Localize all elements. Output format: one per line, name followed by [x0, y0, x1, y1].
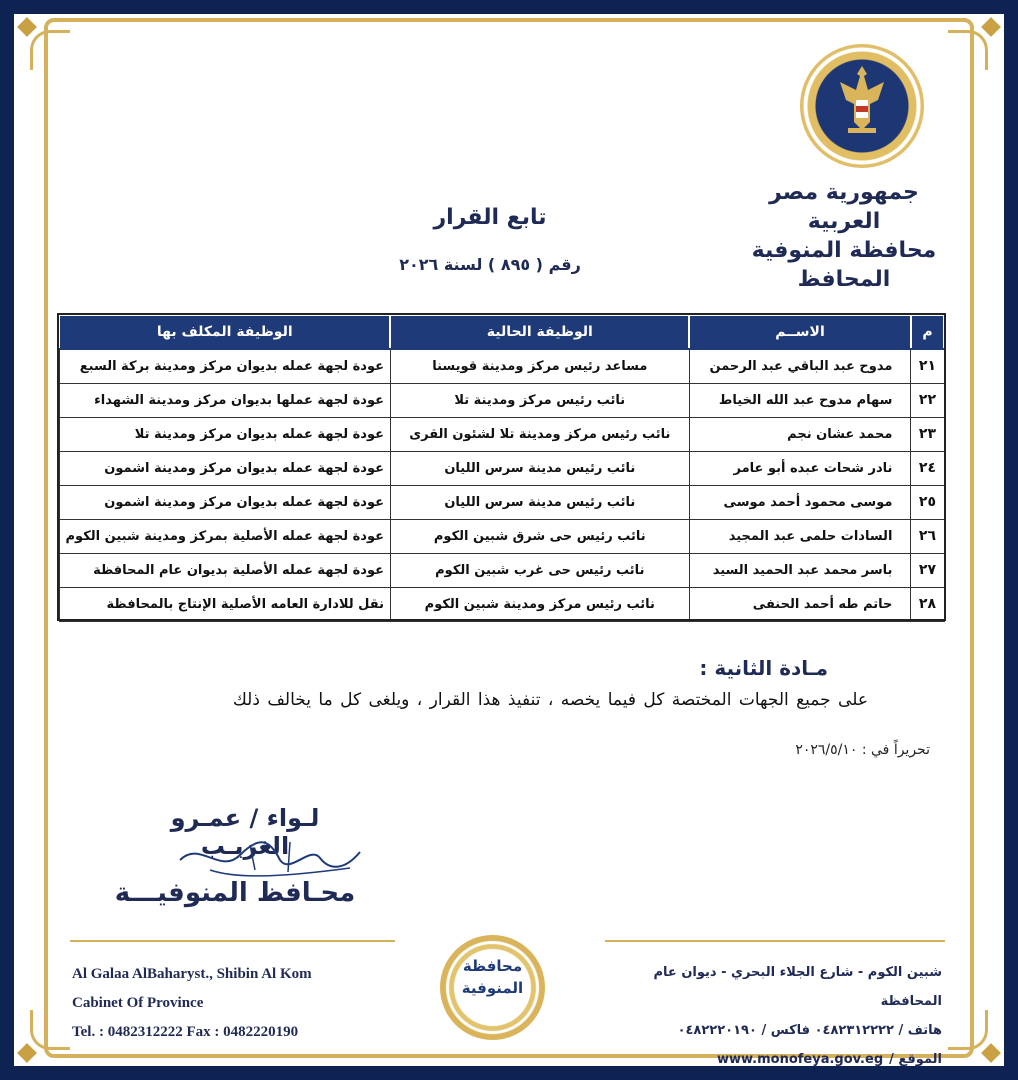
- row-assigned-job: عودة لجهة عمله بديوان مركز ومدينة بركة السبع: [59, 349, 390, 383]
- row-name: سهام مدوح عبد الله الخياط: [689, 383, 911, 417]
- row-current-job: نائب رئيس مركز ومدينة شبين الكوم: [390, 587, 689, 621]
- footer-cabinet-en: Cabinet Of Province: [72, 995, 204, 1011]
- footer-seal-line: المنوفية: [461, 979, 524, 997]
- signatory-name: لـواء / عمـرو الغريـب: [170, 804, 320, 860]
- footer-phone-en: Tel. : 0482312222 Fax : 0482220190: [72, 1024, 299, 1040]
- row-current-job: نائب رئيس حى شرق شبين الكوم: [390, 519, 689, 553]
- row-name: السادات حلمى عبد المجيد: [689, 519, 911, 553]
- signatory-office: محـافظ المنوفيـــة: [114, 878, 356, 908]
- assignments-table: [58, 314, 945, 622]
- footer-address-en: Al Galaa AlBaharyst., Shibin Al Kom: [72, 966, 312, 982]
- government-header: [734, 178, 954, 294]
- footer-address-ar: شبين الكوم - شارع الجلاء البحري - ديوان عام المحافظة: [653, 965, 942, 1009]
- row-current-job: مساعد رئيس مركز ومدينة قويسنا: [390, 349, 689, 383]
- row-current-job: نائب رئيس مركز ومدينة تلا: [390, 383, 689, 417]
- row-current-job: نائب رئيس مدينة سرس الليان: [390, 485, 689, 519]
- row-number: ٢١: [911, 349, 944, 383]
- table-row: [59, 451, 944, 485]
- table-row: [59, 485, 944, 519]
- row-name: محمد عشان نجم: [689, 417, 911, 451]
- row-number: ٢٤: [911, 451, 944, 485]
- document-title: تابع القرار: [433, 205, 547, 230]
- col-header-assigned-job: الوظيفة المكلف بها: [59, 315, 390, 349]
- row-name: نادر شحات عبده أبو عامر: [689, 451, 911, 485]
- table-row: [59, 553, 944, 587]
- footer-english-contact: [72, 960, 392, 1047]
- row-current-job: نائب رئيس مركز ومدينة تلا لشئون القرى: [390, 417, 689, 451]
- footer-seal-text: [440, 955, 545, 999]
- footer-divider: [70, 940, 395, 942]
- row-number: ٢٥: [911, 485, 944, 519]
- row-assigned-job: عودة لجهة عمله الأصلية بمركز ومدينة شبين الكوم: [59, 519, 390, 553]
- table-header-row: [59, 315, 944, 349]
- row-number: ٢٣: [911, 417, 944, 451]
- row-number: ٢٨: [911, 587, 944, 621]
- issue-date: تحريراً في : ٢٠٢٦/٥/١٠: [795, 742, 930, 758]
- row-name: موسى محمود أحمد موسى: [689, 485, 911, 519]
- decree-number: رقم ( ٨٩٥ ) لسنة ٢٠٢٦: [399, 255, 581, 274]
- row-assigned-job: نقل للادارة العامه الأصلية الإنتاج بالمحافظة: [59, 587, 390, 621]
- row-name: حاتم طه أحمد الحنفى: [689, 587, 911, 621]
- gov-line-governor: المحافظ: [797, 267, 891, 292]
- footer-website-label: الموقع /: [889, 1052, 942, 1067]
- row-current-job: نائب رئيس حى غرب شبين الكوم: [390, 553, 689, 587]
- row-assigned-job: عودة لجهة عمله الأصلية بديوان عام المحافظة: [59, 553, 390, 587]
- table-row: [59, 519, 944, 553]
- row-assigned-job: عودة لجهة عمله بديوان مركز ومدينة اشمون: [59, 451, 390, 485]
- row-current-job: نائب رئيس مدينة سرس الليان: [390, 451, 689, 485]
- col-header-name: الاســم: [689, 315, 911, 349]
- gov-line-country: جمهورية مصر العربية: [769, 180, 919, 234]
- article-title: مـادة الثانية :: [699, 656, 828, 680]
- footer-seal-line: محافظة: [462, 957, 523, 975]
- row-assigned-job: عودة لجهة عملها بديوان مركز ومدينة الشهداء: [59, 383, 390, 417]
- table-row: [59, 587, 944, 621]
- footer-phone-ar: هاتف / ٠٤٨٢٣١٢٢٢٢ فاكس / ٠٤٨٢٢٢٠١٩٠: [677, 1023, 942, 1038]
- footer-website-link[interactable]: www.monofeya.gov.eg: [716, 1052, 884, 1067]
- row-number: ٢٦: [911, 519, 944, 553]
- eagle-icon: [834, 60, 890, 140]
- row-assigned-job: عودة لجهة عمله بديوان مركز ومدينة اشمون: [59, 485, 390, 519]
- table-row: [59, 383, 944, 417]
- row-name: مدوح عبد الباقي عبد الرحمن: [689, 349, 911, 383]
- col-header-current-job: الوظيفة الحالية: [390, 315, 689, 349]
- footer-divider: [605, 940, 945, 942]
- col-header-number: م: [911, 315, 944, 349]
- gov-line-governorate: محافظة المنوفية: [751, 238, 937, 263]
- table-row: [59, 417, 944, 451]
- footer-arabic-contact: [602, 958, 942, 1074]
- row-number: ٢٧: [911, 553, 944, 587]
- row-assigned-job: عودة لجهة عمله بديوان مركز ومدينة تلا: [59, 417, 390, 451]
- row-number: ٢٢: [911, 383, 944, 417]
- table-row: [59, 349, 944, 383]
- footer-website-row: [602, 1045, 942, 1074]
- row-name: باسر محمد عبد الحميد السيد: [689, 553, 911, 587]
- article-body: على جميع الجهات المختصة كل فيما يخصه ، تنفيذ هذا القرار ، ويلغى كل ما يخالف ذلك: [232, 690, 868, 710]
